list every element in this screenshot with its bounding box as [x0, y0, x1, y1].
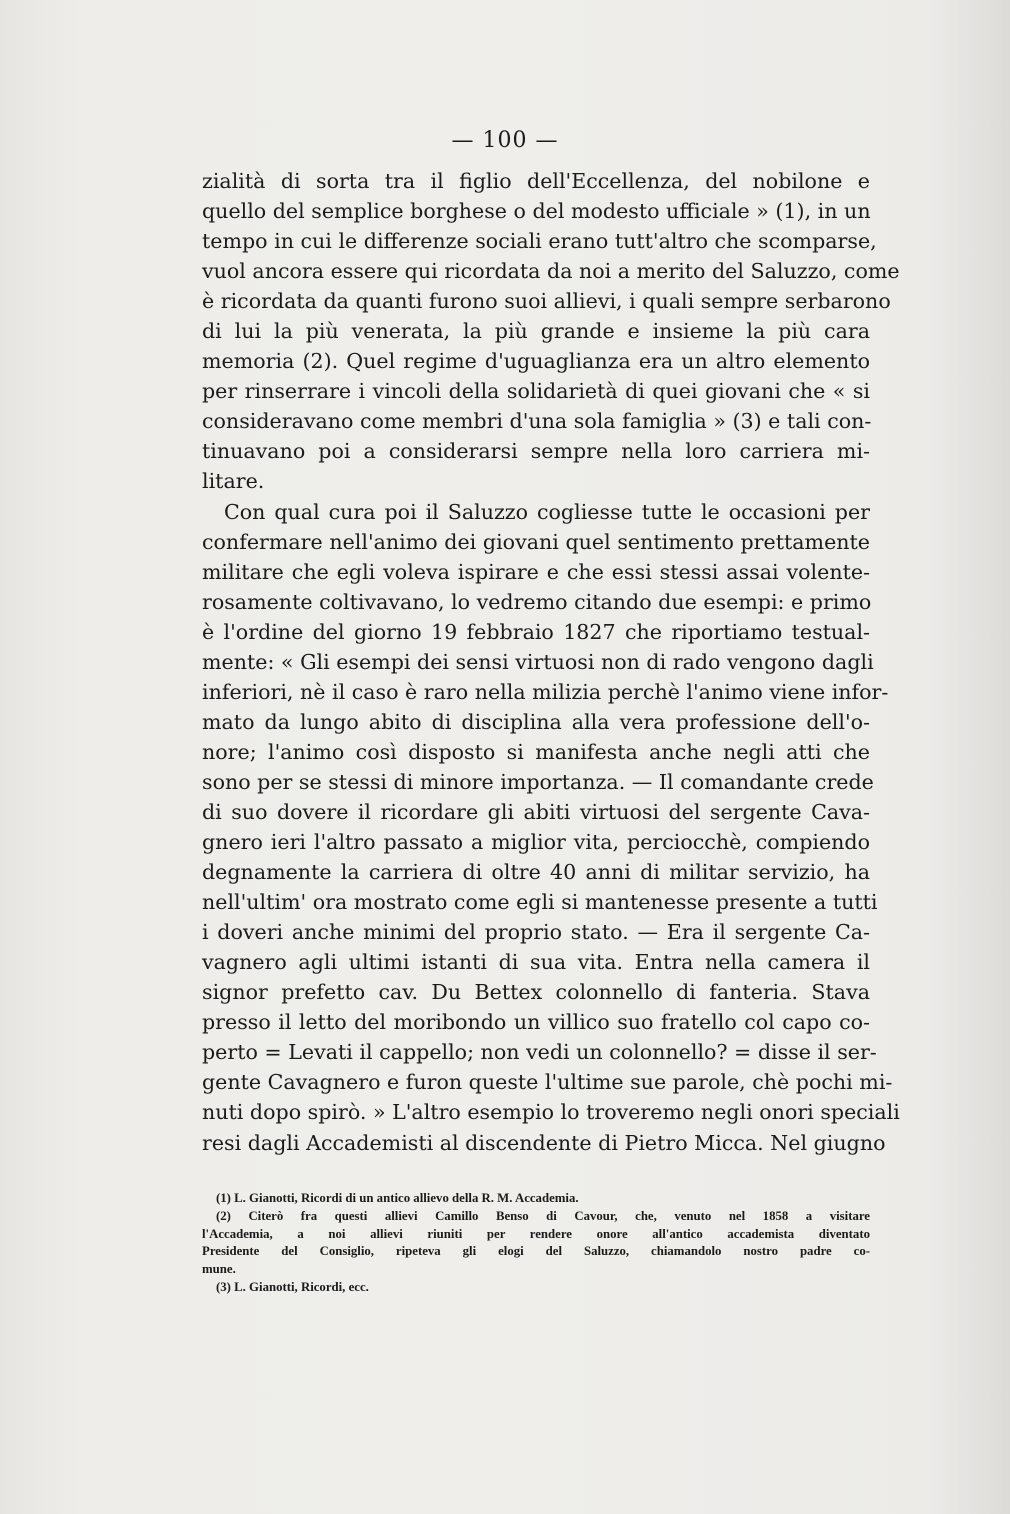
- text-line: nuti dopo spirò. » L'altro esempio lo troveremo negli onori speciali: [202, 1100, 900, 1125]
- text-line: signor prefetto cav. Du Bettex colonnello di fanteria. Stava: [202, 980, 870, 1005]
- footnote-2: [202, 1208, 870, 1279]
- footnote-line: (1) L. Gianotti, Ricordi di un antico allievo della R. M. Accademia.: [216, 1191, 579, 1205]
- text-line: Con qual cura poi il Saluzzo cogliesse tutte le occasioni per: [224, 499, 870, 524]
- page-number: — 100 —: [451, 128, 559, 153]
- text-line: i doveri anche minimi del proprio stato. — Era il sergente Ca-: [202, 920, 870, 945]
- text-line: resi dagli Accademisti al discendente di Pietro Micca. Nel giugno: [202, 1130, 886, 1155]
- body-text: [202, 166, 900, 1158]
- text-line: tinuavano poi a considerarsi sempre nella loro carriera mi-: [202, 439, 870, 464]
- footnotes: [202, 1190, 870, 1297]
- text-line: quello del semplice borghese o del modesto ufficiale » (1), in un: [202, 199, 871, 224]
- footnote-line: Presidente del Consiglio, ripeteva gli elogi del Saluzzo, chiamandolo nostro padre co-: [202, 1244, 870, 1259]
- text-line: consideravano come membri d'una sola famiglia » (3) e tali con-: [202, 409, 872, 434]
- footnote-line: (3) L. Gianotti, Ricordi, ecc.: [216, 1279, 369, 1294]
- text-line: sono per se stessi di minore importanza. — Il comandante crede: [202, 769, 874, 794]
- text-line: gente Cavagnero e furon queste l'ultime sue parole, chè pochi mi-: [202, 1070, 893, 1095]
- text-line: nore; l'animo così disposto si manifesta anche negli atti che: [202, 739, 870, 764]
- text-line: presso il letto del moribondo un villico suo fratello col capo co-: [202, 1010, 870, 1035]
- footnote-1: [202, 1190, 870, 1208]
- text-line: nell'ultim' ora mostrato come egli si mantenesse presente a tutti: [202, 890, 878, 915]
- footnote-line: (2) Citerò fra questi allievi Camillo Benso di Cavour, che, venuto nel 1858 a visitare: [216, 1208, 870, 1223]
- text-line: degnamente la carriera di oltre 40 anni di militar servizio, ha: [202, 860, 870, 885]
- text-line: inferiori, nè il caso è raro nella milizia perchè l'animo viene infor-: [202, 679, 889, 704]
- text-line: rosamente coltivavano, lo vedremo citando due esempi: e primo: [202, 589, 872, 614]
- text-line: vagnero agli ultimi istanti di sua vita. Entra nella camera il: [202, 950, 870, 975]
- text-line: litare.: [202, 469, 265, 494]
- text-line: mente: « Gli esempi dei sensi virtuosi non di rado vengono dagli: [202, 649, 874, 674]
- footnote-3: [202, 1279, 870, 1297]
- text-line: perto = Levati il cappello; non vedi un colonnello? = disse il ser-: [202, 1040, 877, 1065]
- text-line: militare che egli voleva ispirare e che essi stessi assai volente-: [202, 559, 870, 584]
- text-line: vuol ancora essere qui ricordata da noi a merito del Saluzzo, come: [202, 259, 900, 284]
- text-line: gnero ieri l'altro passato a miglior vita, perciocchè, compiendo: [202, 830, 870, 855]
- footnote-line: mune.: [202, 1262, 236, 1277]
- text-line: mato da lungo abito di disciplina alla vera professione dell'o-: [202, 709, 870, 734]
- text-line: memoria (2). Quel regime d'uguaglianza era un altro elemento: [202, 349, 870, 374]
- text-line: confermare nell'animo dei giovani quel sentimento prettamente: [202, 529, 870, 554]
- text-line: di suo dovere il ricordare gli abiti virtuosi del sergente Cava-: [202, 799, 870, 824]
- footnote-line: l'Accademia, a noi allievi riuniti per rendere onore all'antico accademista diventato: [202, 1226, 870, 1241]
- text-line: di lui la più venerata, la più grande e insieme la più cara: [202, 319, 870, 344]
- text-line: è ricordata da quanti furono suoi allievi, i quali sempre serbarono: [202, 289, 891, 314]
- text-line: zialità di sorta tra il figlio dell'Eccellenza, del nobilone e: [202, 169, 870, 193]
- text-line: per rinserrare i vincoli della solidarietà di quei giovani che « si: [202, 379, 870, 404]
- text-line: è l'ordine del giorno 19 febbraio 1827 che riportiamo testual-: [202, 619, 870, 644]
- text-line: tempo in cui le differenze sociali erano tutt'altro che scomparse,: [202, 229, 877, 254]
